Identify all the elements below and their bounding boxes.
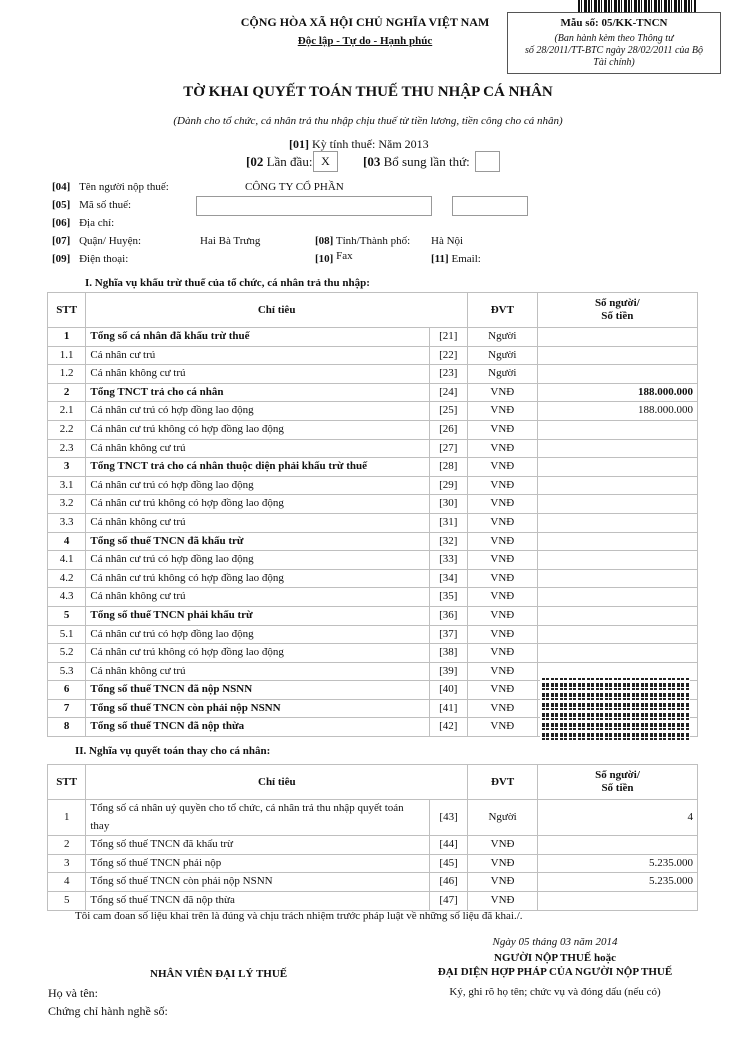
row-stt: 8: [48, 718, 86, 737]
row-label: Cá nhân không cư trú: [86, 588, 429, 607]
row-label: Cá nhân cư trú có hợp đồng lao động: [86, 625, 429, 644]
row-value[interactable]: [537, 532, 697, 551]
row-dvt: VNĐ: [467, 606, 537, 625]
header-value: [537, 293, 697, 328]
table-row: [48, 458, 698, 477]
row-code: [24]: [429, 383, 467, 402]
agent-cert-label: Chứng chỉ hành nghề số:: [48, 1004, 168, 1018]
row-label: Cá nhân không cư trú: [86, 662, 429, 681]
province-value: Hà Nội: [431, 235, 464, 247]
row-dvt: VNĐ: [468, 891, 538, 910]
row-label: Tổng số thuế TNCN đã khấu trừ: [86, 532, 429, 551]
section2-table: [47, 764, 698, 911]
row-value[interactable]: [537, 365, 697, 384]
table-row: [48, 854, 698, 873]
row-dvt: VNĐ: [468, 836, 538, 855]
row-label: Cá nhân cư trú có hợp đồng lao động: [86, 476, 429, 495]
row-label: Tổng TNCT trả cho cá nhân thuộc diện phải khấu trừ thuế: [86, 458, 429, 477]
declaration: Tôi cam đoan số liệu khai trên là đúng và chịu trách nhiệm trước pháp luật về những số liệu đã khai./.: [75, 910, 523, 922]
row-code: [22]: [429, 346, 467, 365]
row-value[interactable]: 4: [537, 800, 697, 836]
table-header-row: [48, 765, 698, 800]
name-value: CÔNG TY CỔ PHẦN: [245, 181, 344, 193]
row-value[interactable]: [537, 644, 697, 663]
table-row: [48, 625, 698, 644]
table-row: [48, 383, 698, 402]
row-dvt: VNĐ: [467, 532, 537, 551]
row-value[interactable]: [537, 328, 697, 347]
header-dvt: ĐVT: [467, 293, 537, 328]
row-label: Cá nhân cư trú: [86, 346, 429, 365]
row-value[interactable]: 5.235.000: [537, 854, 697, 873]
row-code: [29]: [429, 476, 467, 495]
fax-label: Fax: [336, 250, 353, 262]
form-note-3: Tài chính): [593, 57, 635, 68]
tax-code-field[interactable]: [196, 196, 432, 216]
header-chi-tieu: Chỉ tiêu: [86, 765, 468, 800]
row-code: [43]: [429, 800, 467, 836]
row-code: [25]: [429, 402, 467, 421]
row-dvt: VNĐ: [467, 458, 537, 477]
row-stt: 3: [48, 854, 86, 873]
row-code: [33]: [429, 551, 467, 570]
row-value[interactable]: [537, 476, 697, 495]
row-value[interactable]: [537, 420, 697, 439]
table-row: [48, 532, 698, 551]
row-dvt: Người: [467, 346, 537, 365]
header-value-line2: Số tiền: [601, 310, 634, 322]
row-value[interactable]: [537, 439, 697, 458]
row-code: [21]: [429, 328, 467, 347]
section2-title: II. Nghĩa vụ quyết toán thay cho cá nhân:: [75, 745, 271, 757]
row-code: [34]: [429, 569, 467, 588]
tax-code-branch-field[interactable]: [452, 196, 528, 216]
agent-title: NHÂN VIÊN ĐẠI LÝ THUẾ: [150, 968, 288, 980]
row-stt: 5.3: [48, 662, 86, 681]
first-code: [02: [246, 154, 264, 169]
supplement-label: Bổ sung lần thứ:: [383, 154, 470, 169]
row-dvt: Người: [468, 800, 538, 836]
row-code: [44]: [429, 836, 467, 855]
supplement-code: [03: [363, 154, 381, 169]
row-value[interactable]: [537, 606, 697, 625]
row-dvt: VNĐ: [467, 439, 537, 458]
table-row: [48, 800, 698, 836]
header-value-line1: Số người/: [594, 297, 640, 309]
row-value[interactable]: [537, 891, 697, 910]
row-label: Cá nhân không cư trú: [86, 365, 429, 384]
first-label: Lần đầu:: [266, 154, 313, 169]
row-label: Tổng số cá nhân đã khấu trừ thuế: [86, 328, 429, 347]
row-code: [28]: [429, 458, 467, 477]
table-row: [48, 420, 698, 439]
republic-heading: CỘNG HÒA XÃ HỘI CHỦ NGHĨA VIỆT NAM: [240, 15, 490, 29]
header-value-line2: Số tiền: [601, 782, 634, 794]
page-subtitle: (Dành cho tổ chức, cá nhân trả thu nhập chịu thuế từ tiền lương, tiền công cho cá nhân): [173, 115, 563, 127]
row-label: Tổng số cá nhân uỷ quyền cho tổ chức, cá nhân trả thu nhập quyết toán thay: [86, 800, 430, 836]
email-code: [11]: [431, 253, 449, 265]
row-stt: 2.1: [48, 402, 86, 421]
row-value[interactable]: [537, 569, 697, 588]
header-value: [537, 765, 697, 800]
province-label: Tỉnh/Thành phố:: [335, 235, 411, 247]
row-stt: 3: [48, 458, 86, 477]
row-value[interactable]: 188.000.000: [537, 383, 697, 402]
row-value[interactable]: 5.235.000: [537, 873, 697, 892]
row-code: [37]: [429, 625, 467, 644]
header-value-line1: Số người/: [595, 769, 640, 781]
row-dvt: VNĐ: [467, 588, 537, 607]
section1-table: [47, 292, 698, 737]
row-code: [23]: [429, 365, 467, 384]
table-row: [48, 328, 698, 347]
supplement-box[interactable]: [475, 151, 500, 172]
row-stt: 5: [48, 891, 86, 910]
province-code: [08]: [315, 235, 334, 247]
row-label: Cá nhân không cư trú: [86, 439, 429, 458]
row-dvt: VNĐ: [467, 718, 537, 737]
table-row: [48, 439, 698, 458]
row-stt: 1.1: [48, 346, 86, 365]
row-stt: 4: [48, 873, 86, 892]
motto: Độc lập - Tự do - Hạnh phúc: [297, 35, 433, 47]
row-value[interactable]: [537, 346, 697, 365]
first-checkbox[interactable]: X: [313, 151, 338, 172]
table-row: [48, 513, 698, 532]
address-label: Địa chỉ:: [79, 217, 115, 229]
header-dvt: ĐVT: [468, 765, 538, 800]
row-stt: 5: [48, 606, 86, 625]
row-stt: 4.3: [48, 588, 86, 607]
row-stt: 2.3: [48, 439, 86, 458]
row-dvt: Người: [467, 328, 537, 347]
payer-title-1: NGƯỜI NỘP THUẾ hoặc: [494, 952, 616, 964]
row-label: Cá nhân không cư trú: [86, 513, 429, 532]
row-stt: 2.2: [48, 420, 86, 439]
table-row: [48, 836, 698, 855]
header-stt: STT: [48, 765, 86, 800]
sign-date: Ngày 05 tháng 03 năm 2014: [492, 936, 618, 948]
row-dvt: VNĐ: [468, 873, 538, 892]
page-title: TỜ KHAI QUYẾT TOÁN THUẾ THU NHẬP CÁ NHÂN: [183, 84, 553, 100]
agent-name-label: Họ và tên:: [48, 986, 98, 1000]
header-stt: STT: [48, 293, 86, 328]
row-stt: 3.1: [48, 476, 86, 495]
row-dvt: VNĐ: [467, 551, 537, 570]
table-row: [48, 588, 698, 607]
data-barcode: [540, 677, 690, 743]
table-row: [48, 551, 698, 570]
row-label: Tổng số thuế TNCN đã khấu trừ: [86, 836, 430, 855]
phone-code: [09]: [52, 253, 71, 265]
row-stt: 3.2: [48, 495, 86, 514]
row-stt: 1: [48, 800, 86, 836]
table-row: [48, 365, 698, 384]
table-row: [48, 346, 698, 365]
row-code: [39]: [429, 662, 467, 681]
row-label: Tổng số thuế TNCN còn phải nộp NSNN: [86, 699, 429, 718]
row-stt: 1: [48, 328, 86, 347]
table-row: [48, 891, 698, 910]
row-stt: 7: [48, 699, 86, 718]
table-row: [48, 495, 698, 514]
period-code: [01]: [289, 137, 309, 151]
row-label: Cá nhân cư trú không có hợp đồng lao động: [86, 644, 429, 663]
header-chi-tieu: Chỉ tiêu: [86, 293, 468, 328]
row-label: Tổng TNCT trả cho cá nhân: [86, 383, 429, 402]
row-code: [40]: [429, 681, 467, 700]
address-code: [06]: [52, 217, 71, 229]
name-label: Tên người nộp thuế:: [79, 181, 169, 193]
row-label: Cá nhân cư trú không có hợp đồng lao động: [86, 569, 429, 588]
tax-code-label: Mã số thuế:: [79, 199, 132, 211]
row-label: Tổng số thuế TNCN phải nộp: [86, 854, 430, 873]
row-label: Tổng số thuế TNCN đã nộp thừa: [86, 718, 429, 737]
row-dvt: VNĐ: [467, 625, 537, 644]
row-value[interactable]: [537, 495, 697, 514]
table-row: [48, 569, 698, 588]
row-dvt: Người: [467, 365, 537, 384]
table-row: [48, 873, 698, 892]
row-dvt: VNĐ: [467, 402, 537, 421]
row-code: [36]: [429, 606, 467, 625]
row-code: [27]: [429, 439, 467, 458]
row-dvt: VNĐ: [467, 420, 537, 439]
payer-title-2: ĐẠI DIỆN HỢP PHÁP CỦA NGƯỜI NỘP THUẾ: [437, 966, 673, 978]
row-dvt: VNĐ: [467, 699, 537, 718]
row-stt: 6: [48, 681, 86, 700]
table-row: [48, 644, 698, 663]
period-label: Kỳ tính thuế: Năm 2013: [312, 137, 429, 151]
district-value: Hai Bà Trưng: [200, 235, 261, 247]
row-label: Cá nhân cư trú không có hợp đồng lao động: [86, 495, 429, 514]
top-barcode: [578, 0, 696, 12]
row-label: Tổng số thuế TNCN còn phải nộp NSNN: [86, 873, 430, 892]
row-code: [47]: [429, 891, 467, 910]
phone-label: Điện thoại:: [79, 253, 129, 265]
row-stt: 2: [48, 383, 86, 402]
row-value[interactable]: [537, 551, 697, 570]
row-dvt: VNĐ: [467, 495, 537, 514]
district-label: Quận/ Huyện:: [79, 235, 142, 247]
row-label: Cá nhân cư trú không có hợp đồng lao động: [86, 420, 429, 439]
row-value[interactable]: [537, 588, 697, 607]
row-value[interactable]: 188.000.000: [537, 402, 697, 421]
district-code: [07]: [52, 235, 71, 247]
row-value[interactable]: [537, 625, 697, 644]
tax-code-num: [05]: [52, 199, 71, 211]
table-row: [48, 402, 698, 421]
section1-title: I. Nghĩa vụ khấu trừ thuế của tổ chức, cá nhân trả thu nhập:: [85, 277, 370, 289]
table-row: [48, 476, 698, 495]
row-dvt: VNĐ: [467, 569, 537, 588]
row-code: [32]: [429, 532, 467, 551]
row-dvt: VNĐ: [467, 383, 537, 402]
row-dvt: VNĐ: [467, 513, 537, 532]
row-value[interactable]: [537, 513, 697, 532]
row-code: [42]: [429, 718, 467, 737]
row-stt: 1.2: [48, 365, 86, 384]
table-header-row: [48, 293, 698, 328]
row-stt: 5.1: [48, 625, 86, 644]
form-code: Mẫu số: 05/KK-TNCN: [560, 17, 668, 29]
row-stt: 5.2: [48, 644, 86, 663]
row-value[interactable]: [537, 458, 697, 477]
row-code: [45]: [429, 854, 467, 873]
table-row: [48, 606, 698, 625]
row-label: Tổng số thuế TNCN đã nộp thừa: [86, 891, 430, 910]
row-code: [46]: [429, 873, 467, 892]
row-dvt: VNĐ: [467, 476, 537, 495]
row-label: Tổng số thuế TNCN đã nộp NSNN: [86, 681, 429, 700]
row-stt: 2: [48, 836, 86, 855]
row-stt: 4.2: [48, 569, 86, 588]
row-code: [30]: [429, 495, 467, 514]
row-code: [31]: [429, 513, 467, 532]
payer-note: Ký, ghi rõ họ tên; chức vụ và đóng dấu (nếu có): [449, 986, 661, 998]
row-code: [41]: [429, 699, 467, 718]
name-code: [04]: [52, 181, 71, 193]
row-label: Cá nhân cư trú có hợp đồng lao động: [86, 402, 429, 421]
email-label: Email:: [451, 253, 481, 265]
row-dvt: VNĐ: [467, 644, 537, 663]
row-code: [38]: [429, 644, 467, 663]
form-note-2: số 28/2011/TT-BTC ngày 28/02/2011 của Bộ: [524, 45, 704, 56]
form-note-1: (Ban hành kèm theo Thông tư: [554, 33, 674, 44]
row-stt: 4.1: [48, 551, 86, 570]
row-value[interactable]: [537, 836, 697, 855]
row-label: Tổng số thuế TNCN phải khấu trừ: [86, 606, 429, 625]
row-code: [26]: [429, 420, 467, 439]
row-code: [35]: [429, 588, 467, 607]
row-dvt: VNĐ: [467, 681, 537, 700]
row-dvt: VNĐ: [468, 854, 538, 873]
fax-code: [10]: [315, 253, 334, 265]
row-label: Cá nhân cư trú có hợp đồng lao động: [86, 551, 429, 570]
row-dvt: VNĐ: [467, 662, 537, 681]
row-stt: 3.3: [48, 513, 86, 532]
row-stt: 4: [48, 532, 86, 551]
